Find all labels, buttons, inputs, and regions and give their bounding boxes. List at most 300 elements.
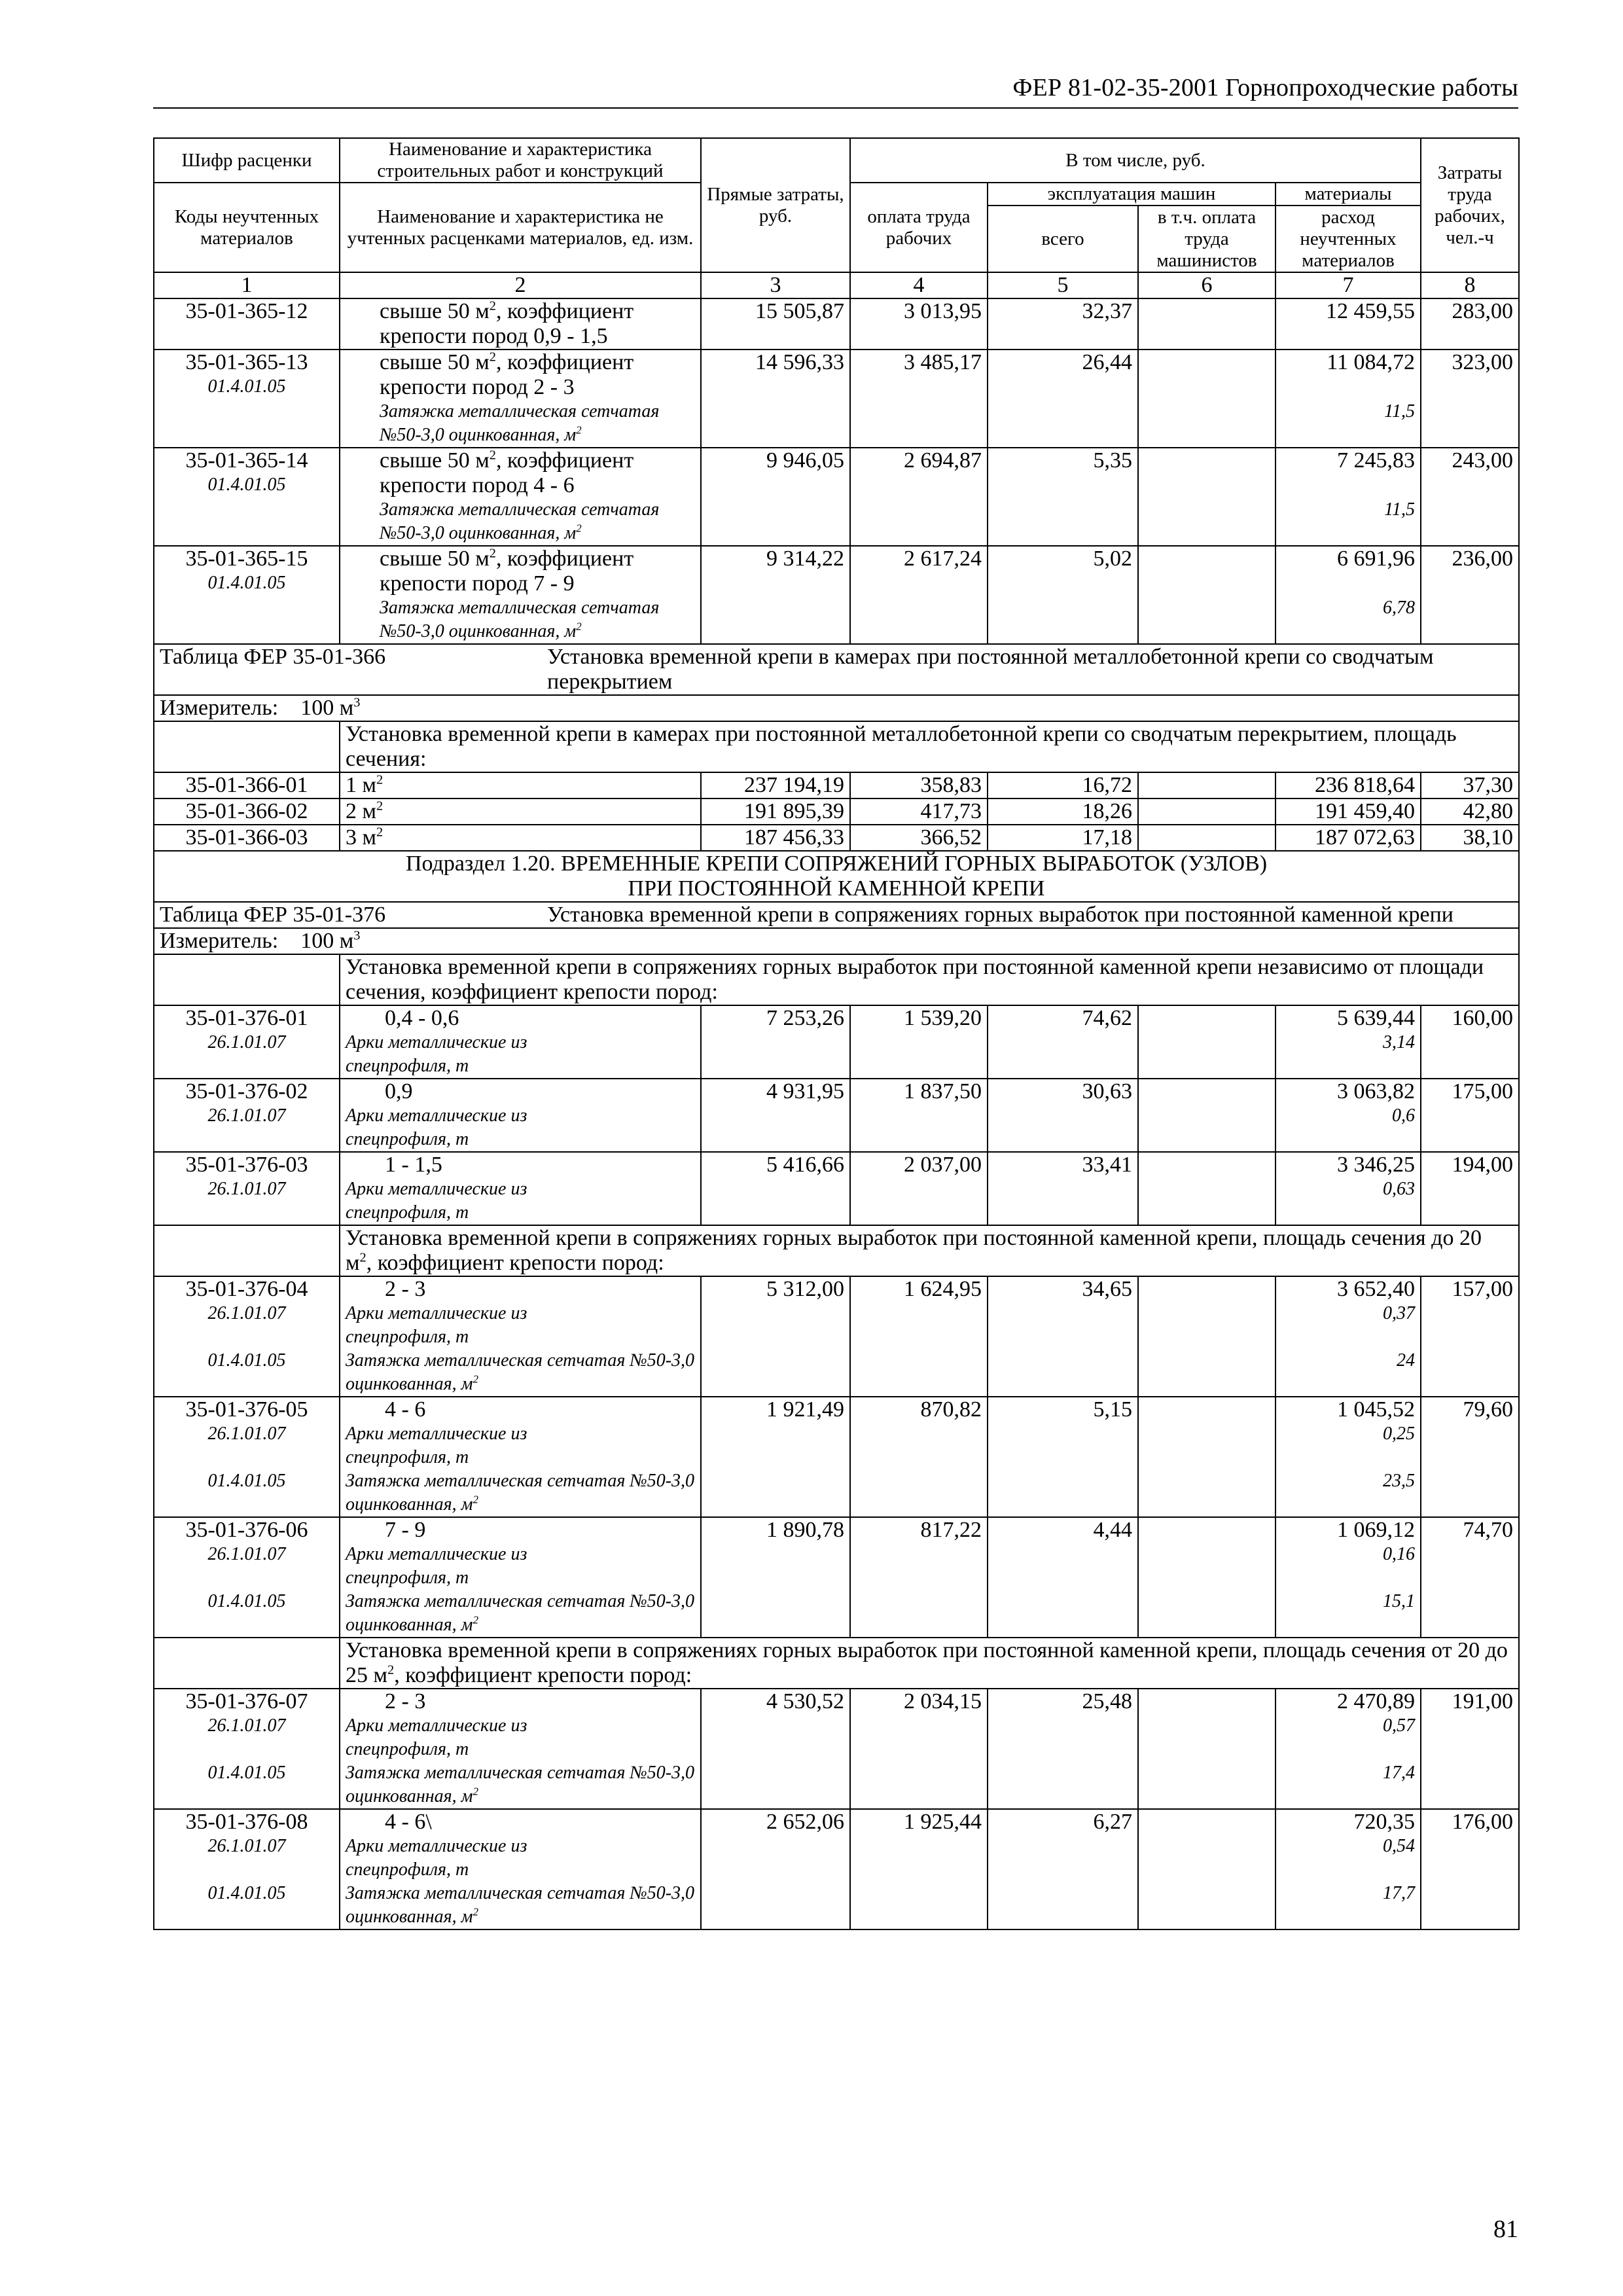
material-code: 26.1.01.07 xyxy=(207,1424,286,1444)
material-name-text: Затяжка металлическая сетчатая №50-3,0 оцинкованная, м xyxy=(380,499,660,543)
material-name-text: Затяжка металлическая сетчатая №50-3,0 оцинкованная, м xyxy=(346,1591,695,1635)
material-code: 01.4.01.05 xyxy=(207,1350,286,1371)
materials-cost xyxy=(1275,1005,1421,1079)
table-row xyxy=(154,1152,1519,1225)
material-qty: 6,78 xyxy=(1383,598,1415,618)
value: 14 596,33 xyxy=(755,350,844,374)
value: 26,44 xyxy=(1082,350,1132,374)
value: 74,70 xyxy=(1463,1518,1513,1542)
machines-wages-cost xyxy=(1138,798,1275,825)
material-qty: 23,5 xyxy=(1383,1471,1415,1491)
machines-wages-cost xyxy=(1138,546,1275,644)
name-text: крепости пород 4 - 6 xyxy=(380,473,575,497)
name-text: крепости пород 7 - 9 xyxy=(380,571,575,596)
item-name xyxy=(340,448,701,546)
direct-cost xyxy=(701,1152,850,1225)
col-num: 6 xyxy=(1138,272,1275,298)
desc-text: , коэффициент крепости пород: xyxy=(366,1251,664,1275)
value: 32,37 xyxy=(1082,299,1132,323)
material-name xyxy=(346,1882,695,1929)
col-materials-sub: расход неучтенных материалов xyxy=(1275,206,1421,272)
table-row xyxy=(154,772,1519,798)
material-name xyxy=(346,1714,562,1761)
name-text: свыше 50 м xyxy=(380,299,490,323)
name-text: 2 - 3 xyxy=(385,1689,426,1713)
machines-wages-cost xyxy=(1138,1809,1275,1929)
item-code xyxy=(154,448,340,546)
labor-cost xyxy=(1421,1809,1519,1929)
col-num: 4 xyxy=(850,272,988,298)
col-machines-wages: в т.ч. оплата труда машинистов xyxy=(1138,206,1275,272)
wages-cost xyxy=(850,1689,988,1809)
col-num: 7 xyxy=(1275,272,1421,298)
value: 870,82 xyxy=(920,1397,982,1422)
name-sup: 2 xyxy=(489,546,496,561)
rate-code: 35-01-366-03 xyxy=(185,825,308,850)
value: 366,52 xyxy=(920,825,982,850)
materials-cost xyxy=(1275,298,1421,350)
direct-cost xyxy=(701,798,850,825)
table-row xyxy=(154,1276,1519,1397)
desc-spacer xyxy=(154,721,340,772)
item-name xyxy=(340,1152,701,1225)
materials-value: 1 069,12 xyxy=(1337,1518,1415,1542)
materials-value: 3 346,25 xyxy=(1337,1153,1415,1177)
item-code xyxy=(154,825,340,851)
name-text: свыше 50 м xyxy=(380,448,490,473)
material-code: 01.4.01.05 xyxy=(207,573,286,593)
materials-cost xyxy=(1275,1276,1421,1397)
material-name xyxy=(346,1104,562,1151)
value: 323,00 xyxy=(1452,350,1513,374)
name-text: 0,4 - 0,6 xyxy=(385,1006,459,1030)
materials-cost xyxy=(1275,1152,1421,1225)
material-name-text: Арки металлические из спецпрофиля, т xyxy=(346,1544,527,1588)
material-name-text: Арки металлические из спецпрофиля, т xyxy=(346,1105,527,1149)
name-text: 1 м xyxy=(346,773,377,797)
labor-cost xyxy=(1421,350,1519,448)
name-line xyxy=(346,1810,695,1835)
materials-cost xyxy=(1275,1079,1421,1152)
rate-code: 35-01-376-05 xyxy=(185,1397,308,1422)
table-row xyxy=(154,298,1519,350)
rate-code: 35-01-366-02 xyxy=(185,799,308,823)
labor-cost xyxy=(1421,1079,1519,1152)
group-row xyxy=(154,1225,1519,1276)
value: 2 652,06 xyxy=(766,1810,844,1834)
value: 15 505,87 xyxy=(755,299,844,323)
machines-cost xyxy=(988,1005,1138,1079)
item-code xyxy=(154,350,340,448)
name-text: 2 - 3 xyxy=(385,1277,426,1301)
machines-wages-cost xyxy=(1138,1005,1275,1079)
value: 283,00 xyxy=(1452,299,1513,323)
rate-code: 35-01-366-01 xyxy=(185,773,308,797)
col-machines-total: всего xyxy=(988,206,1138,272)
materials-value: 3 652,40 xyxy=(1337,1277,1415,1301)
item-name xyxy=(340,1005,701,1079)
name-text: 7 - 9 xyxy=(385,1518,426,1542)
material-code: 01.4.01.05 xyxy=(207,1763,286,1783)
rate-code: 35-01-376-08 xyxy=(185,1810,308,1834)
subsection xyxy=(154,851,1519,954)
col-num: 3 xyxy=(701,272,850,298)
value: 42,80 xyxy=(1463,799,1513,823)
table-row xyxy=(154,1809,1519,1929)
material-name-text: Арки металлические из спецпрофиля, т xyxy=(346,1836,527,1880)
material-code: 26.1.01.07 xyxy=(207,1179,286,1199)
material-code: 26.1.01.07 xyxy=(207,1105,286,1126)
machines-cost xyxy=(988,1689,1138,1809)
material-name xyxy=(346,1349,695,1396)
value: 33,41 xyxy=(1082,1153,1132,1177)
table-row xyxy=(154,798,1519,825)
material-name-text: Затяжка металлическая сетчатая №50-3,0 оцинкованная, м xyxy=(380,598,660,641)
materials-value: 2 470,89 xyxy=(1337,1689,1415,1713)
item-name xyxy=(340,350,701,448)
page-header: ФЕР 81-02-35-2001 Горнопроходческие работы xyxy=(1012,74,1518,101)
name-sup: 2 xyxy=(489,298,496,314)
labor-cost xyxy=(1421,1689,1519,1809)
material-qty: 0,63 xyxy=(1383,1179,1415,1199)
page-number: 81 xyxy=(1493,2215,1518,2243)
material-code: 01.4.01.05 xyxy=(207,376,286,397)
desc-text: Установка временной крепи в сопряжениях горных выработок при постоянной каменной крепи независимо от площади сечения, коэффициент крепости пород: xyxy=(346,955,1484,1004)
machines-cost xyxy=(988,1397,1138,1517)
rate-code: 35-01-376-07 xyxy=(185,1689,308,1713)
wages-cost xyxy=(850,546,988,644)
materials-cost xyxy=(1275,448,1421,546)
desc-text: Установка временной крепи в сопряжениях горных выработок при постоянной каменной крепи, площадь сечения до 20 м xyxy=(346,1226,1482,1275)
item-name xyxy=(340,298,701,350)
machines-cost xyxy=(988,448,1138,546)
wages-cost xyxy=(850,1276,988,1397)
group-row xyxy=(154,1638,1519,1689)
name-text: свыше 50 м xyxy=(380,350,490,374)
material-qty: 0,16 xyxy=(1383,1544,1415,1564)
item-code xyxy=(154,1152,340,1225)
value: 6,27 xyxy=(1093,1810,1132,1834)
subsection-line: ПРИ ПОСТОЯННОЙ КАМЕННОЙ КРЕПИ xyxy=(628,876,1045,901)
table-row xyxy=(154,546,1519,644)
value: 817,22 xyxy=(920,1518,982,1542)
col-name-top: Наименование и характеристика строительных работ и конструкций xyxy=(340,138,701,183)
item-name xyxy=(340,1276,701,1397)
machines-cost xyxy=(988,825,1138,851)
direct-cost xyxy=(701,825,850,851)
value: 37,30 xyxy=(1463,773,1513,797)
item-code xyxy=(154,298,340,350)
col-name-bottom: Наименование и характеристика не учтенных расценками материалов, ед. изм. xyxy=(340,183,701,272)
value: 243,00 xyxy=(1452,448,1513,473)
material-name-text: Затяжка металлическая сетчатая №50-3,0 оцинкованная, м xyxy=(346,1763,695,1806)
materials-cost xyxy=(1275,546,1421,644)
col-num: 2 xyxy=(340,272,701,298)
desc-text: Установка временной крепи в сопряжениях горных выработок при постоянной каменной крепи, площадь сечения от 20 до 25 м xyxy=(346,1638,1508,1687)
value: 38,10 xyxy=(1463,825,1513,850)
material-name xyxy=(346,1835,562,1882)
item-code xyxy=(154,798,340,825)
table-row xyxy=(154,1689,1519,1809)
direct-cost xyxy=(701,1809,850,1929)
group-description xyxy=(340,954,1519,1005)
value: 2 034,15 xyxy=(904,1689,982,1713)
value: 25,48 xyxy=(1082,1689,1132,1713)
rows-366 xyxy=(154,772,1519,851)
name-sup: 2 xyxy=(376,772,383,787)
item-code xyxy=(154,1809,340,1929)
value: 17,18 xyxy=(1082,825,1132,850)
item-code xyxy=(154,1276,340,1397)
meter xyxy=(154,695,1519,721)
material-name xyxy=(346,1590,695,1637)
group-row xyxy=(154,954,1519,1005)
material-code: 26.1.01.07 xyxy=(207,1836,286,1856)
machines-wages-cost xyxy=(1138,1397,1275,1517)
value: 5,02 xyxy=(1093,547,1132,571)
col-num: 8 xyxy=(1421,272,1519,298)
name-text: , коэффициент xyxy=(495,448,634,473)
direct-cost xyxy=(701,1079,850,1152)
meter-value: 100 м xyxy=(300,929,354,953)
value: 236,00 xyxy=(1452,547,1513,571)
value: 9 314,22 xyxy=(766,547,844,571)
desc-text: , коэффициент крепости пород: xyxy=(394,1663,692,1687)
name-text: 2 м xyxy=(346,799,377,823)
value: 4 931,95 xyxy=(766,1079,844,1103)
wages-cost xyxy=(850,1005,988,1079)
direct-cost xyxy=(701,1689,850,1809)
materials-value: 5 639,44 xyxy=(1337,1006,1415,1030)
materials-cost xyxy=(1275,772,1421,798)
machines-cost xyxy=(988,546,1138,644)
material-name xyxy=(346,1302,562,1349)
meter-value: 100 м xyxy=(300,696,354,720)
value: 5,15 xyxy=(1093,1397,1132,1422)
material-code: 26.1.01.07 xyxy=(207,1032,286,1052)
material-qty: 0,54 xyxy=(1383,1836,1415,1856)
name-text: 4 - 6\ xyxy=(385,1810,432,1834)
material-unit-sup: 2 xyxy=(473,1905,478,1918)
material-code: 01.4.01.05 xyxy=(207,1591,286,1611)
value: 191 895,39 xyxy=(744,799,844,823)
name-line xyxy=(346,1006,695,1031)
meter-sup: 3 xyxy=(353,695,361,710)
machines-wages-cost xyxy=(1138,448,1275,546)
material-qty: 24 xyxy=(1397,1350,1415,1371)
value: 2 694,87 xyxy=(904,448,982,473)
rate-code: 35-01-376-03 xyxy=(185,1153,308,1177)
rate-code: 35-01-365-15 xyxy=(185,547,308,571)
materials-value: 720,35 xyxy=(1353,1810,1415,1834)
wages-cost xyxy=(850,825,988,851)
labor-cost xyxy=(1421,546,1519,644)
desc-sup: 2 xyxy=(387,1662,395,1677)
col-code-top: Шифр расценки xyxy=(154,138,340,183)
meter-label: Измеритель: xyxy=(160,696,279,720)
machines-cost xyxy=(988,772,1138,798)
value: 358,83 xyxy=(920,773,982,797)
item-name xyxy=(340,825,701,851)
material-name xyxy=(380,596,695,643)
direct-cost xyxy=(701,546,850,644)
value: 236 818,64 xyxy=(1315,773,1415,797)
name-text: 3 м xyxy=(346,825,377,850)
rate-code: 35-01-376-04 xyxy=(185,1277,308,1301)
material-code: 26.1.01.07 xyxy=(207,1544,286,1564)
machines-wages-cost xyxy=(1138,772,1275,798)
value: 34,65 xyxy=(1082,1277,1132,1301)
wages-cost xyxy=(850,798,988,825)
material-name xyxy=(346,1422,562,1469)
name-line xyxy=(346,1277,695,1302)
direct-cost xyxy=(701,350,850,448)
labor-cost xyxy=(1421,298,1519,350)
material-name xyxy=(346,1543,562,1590)
labor-cost xyxy=(1421,798,1519,825)
name-line xyxy=(346,1689,695,1714)
material-name xyxy=(346,1177,562,1225)
table-366 xyxy=(154,644,1519,772)
materials-value: 7 245,83 xyxy=(1337,448,1415,473)
table-row xyxy=(154,825,1519,851)
subsection-line: Подраздел 1.20. ВРЕМЕННЫЕ КРЕПИ СОПРЯЖЕНИЙ ГОРНЫХ ВЫРАБОТОК (УЗЛОВ) xyxy=(405,852,1268,876)
item-name xyxy=(340,1397,701,1517)
material-name-text: Арки металлические из спецпрофиля, т xyxy=(346,1424,527,1467)
rate-code: 35-01-365-13 xyxy=(185,350,308,374)
table-row xyxy=(154,1517,1519,1638)
value: 1 925,44 xyxy=(904,1810,982,1834)
direct-cost xyxy=(701,1397,850,1517)
value: 7 253,26 xyxy=(766,1006,844,1030)
name-text: 4 - 6 xyxy=(385,1397,426,1422)
material-unit-sup: 2 xyxy=(576,620,582,633)
materials-value: 12 459,55 xyxy=(1326,299,1415,323)
value: 187 456,33 xyxy=(744,825,844,850)
labor-cost xyxy=(1421,1397,1519,1517)
labor-cost xyxy=(1421,448,1519,546)
materials-value: 1 045,52 xyxy=(1337,1397,1415,1422)
material-code: 01.4.01.05 xyxy=(207,1471,286,1491)
machines-wages-cost xyxy=(1138,298,1275,350)
name-text: , коэффициент xyxy=(495,299,634,323)
item-code xyxy=(154,1517,340,1638)
name-text: 1 - 1,5 xyxy=(385,1153,442,1177)
value: 191 459,40 xyxy=(1315,799,1415,823)
value: 176,00 xyxy=(1452,1810,1513,1834)
value: 191,00 xyxy=(1452,1689,1513,1713)
item-name xyxy=(340,1079,701,1152)
value: 2 037,00 xyxy=(904,1153,982,1177)
table-row xyxy=(154,1079,1519,1152)
value: 2 617,24 xyxy=(904,547,982,571)
name-text: свыше 50 м xyxy=(380,547,490,571)
table-number: Таблица ФЕР 35-01-376 xyxy=(160,903,386,927)
material-qty: 17,7 xyxy=(1383,1883,1415,1903)
value: 16,72 xyxy=(1082,773,1132,797)
material-qty: 0,57 xyxy=(1383,1715,1415,1736)
material-unit-sup: 2 xyxy=(473,1785,478,1798)
material-name xyxy=(346,1031,562,1078)
wages-cost xyxy=(850,1079,988,1152)
value: 3 013,95 xyxy=(904,299,982,323)
machines-cost xyxy=(988,350,1138,448)
material-name xyxy=(380,400,695,447)
material-qty: 3,14 xyxy=(1383,1032,1415,1052)
item-code xyxy=(154,1689,340,1809)
machines-wages-cost xyxy=(1138,1276,1275,1397)
material-qty: 0,37 xyxy=(1383,1303,1415,1323)
machines-wages-cost xyxy=(1138,1517,1275,1638)
item-name xyxy=(340,798,701,825)
wages-cost xyxy=(850,1517,988,1638)
item-name xyxy=(340,546,701,644)
col-wages: оплата труда рабочих xyxy=(850,183,988,272)
value: 194,00 xyxy=(1452,1153,1513,1177)
value: 18,26 xyxy=(1082,799,1132,823)
material-name-text: Затяжка металлическая сетчатая №50-3,0 оцинкованная, м xyxy=(346,1471,695,1515)
machines-cost xyxy=(988,1809,1138,1929)
value: 417,73 xyxy=(920,799,982,823)
material-qty: 0,25 xyxy=(1383,1424,1415,1444)
materials-cost xyxy=(1275,798,1421,825)
materials-cost xyxy=(1275,350,1421,448)
name-text: 0,9 xyxy=(385,1079,413,1103)
rows-365 xyxy=(154,298,1519,644)
group-description xyxy=(340,1225,1519,1276)
value: 4 530,52 xyxy=(766,1689,844,1713)
name-sup: 2 xyxy=(376,825,383,840)
wages-cost xyxy=(850,298,988,350)
table-number: Таблица ФЕР 35-01-366 xyxy=(160,645,386,669)
value: 1 890,78 xyxy=(766,1518,844,1542)
wages-cost xyxy=(850,1397,988,1517)
item-code xyxy=(154,546,340,644)
desc-spacer xyxy=(154,1225,340,1276)
value: 237 194,19 xyxy=(744,773,844,797)
name-sup: 2 xyxy=(489,448,496,463)
item-name xyxy=(340,1689,701,1809)
value: 157,00 xyxy=(1452,1277,1513,1301)
value: 5 312,00 xyxy=(766,1277,844,1301)
machines-wages-cost xyxy=(1138,825,1275,851)
machines-cost xyxy=(988,1517,1138,1638)
table-row xyxy=(154,1005,1519,1079)
material-code: 01.4.01.05 xyxy=(207,1883,286,1903)
materials-cost xyxy=(1275,825,1421,851)
desc-spacer xyxy=(154,954,340,1005)
material-unit-sup: 2 xyxy=(576,423,582,437)
col-machines: эксплуатация машин xyxy=(988,183,1275,206)
materials-value: 6 691,96 xyxy=(1337,547,1415,571)
material-name-text: Арки металлические из спецпрофиля, т xyxy=(346,1715,527,1759)
desc-spacer xyxy=(154,1638,340,1689)
labor-cost xyxy=(1421,1517,1519,1638)
item-name xyxy=(340,1809,701,1929)
value: 79,60 xyxy=(1463,1397,1513,1422)
group-description xyxy=(340,1638,1519,1689)
labor-cost xyxy=(1421,1005,1519,1079)
value: 74,62 xyxy=(1082,1006,1132,1030)
material-qty: 0,6 xyxy=(1392,1105,1415,1126)
machines-cost xyxy=(988,298,1138,350)
labor-cost xyxy=(1421,772,1519,798)
material-code: 26.1.01.07 xyxy=(207,1715,286,1736)
name-text: крепости пород 2 - 3 xyxy=(380,375,575,399)
material-name-text: Арки металлические из спецпрофиля, т xyxy=(346,1179,527,1223)
item-code xyxy=(154,1005,340,1079)
item-name xyxy=(340,1517,701,1638)
